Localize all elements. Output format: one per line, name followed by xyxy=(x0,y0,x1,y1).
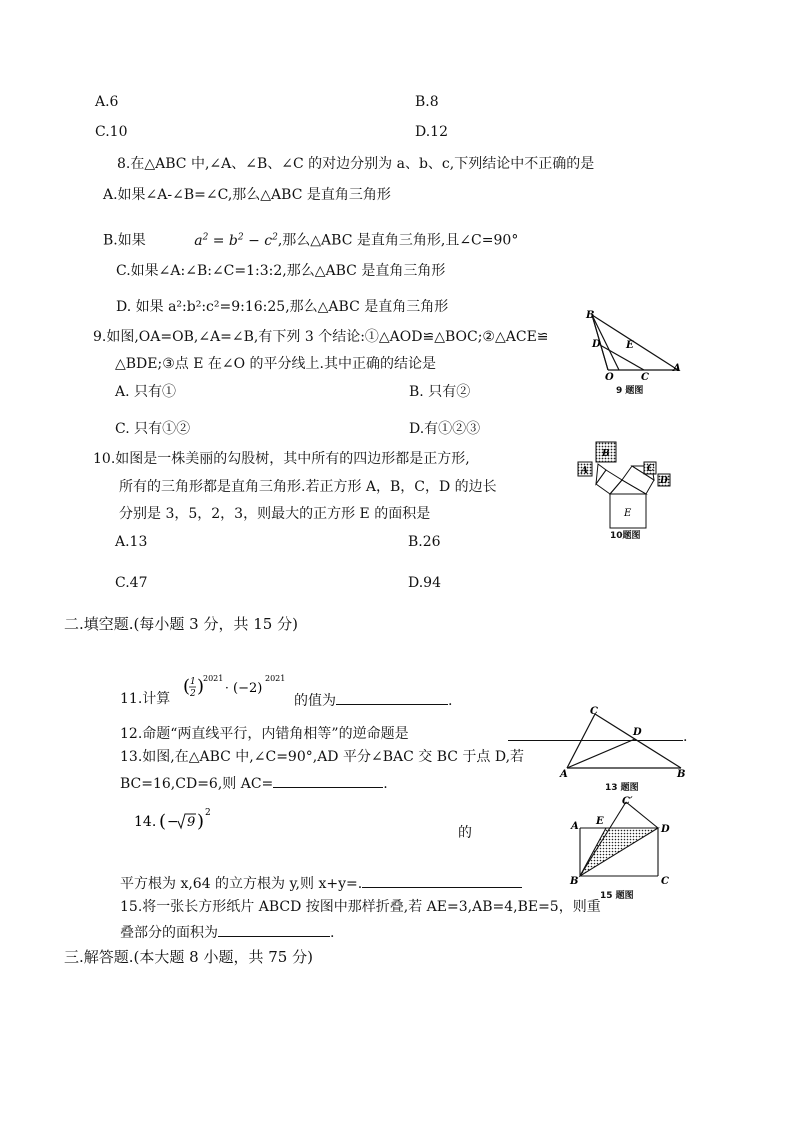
q12-text: 12.命题“两直线平行，内错角相等”的逆命题是 xyxy=(120,726,409,742)
q9-stem-line1: 9.如图,OA=OB,∠A=∠B,有下列 3 个结论:①△AOD≌△BOC;②△ACE≌ xyxy=(93,329,549,345)
svg-text:E: E xyxy=(624,508,632,519)
q8-option-b-suffix: ,那么△ABC 是直角三角形,且∠C=90° xyxy=(277,232,519,249)
q11-prefix: 11.计算 xyxy=(120,691,171,707)
svg-text:B: B xyxy=(570,876,579,886)
svg-text:−: − xyxy=(167,814,179,830)
svg-text:E: E xyxy=(626,340,634,351)
q12-end: . xyxy=(683,729,688,745)
q11-suffix xyxy=(294,690,452,710)
q11-suffix-text: 的值为 xyxy=(294,693,336,709)
q15-end: . xyxy=(330,925,335,941)
q10-stem-line1: 10.如图是一株美丽的勾股树，其中所有的四边形都是正方形, xyxy=(93,451,470,467)
q14-answer-blank[interactable] xyxy=(362,873,522,888)
q14-stem-line2-text: 平方根为 x,64 的立方根为 y,则 x+y=. xyxy=(120,876,363,892)
svg-text:B: B xyxy=(586,310,595,321)
svg-text:2: 2 xyxy=(190,689,196,699)
q14-stem-line2 xyxy=(120,873,522,893)
q7-option-c: C.10 xyxy=(95,124,128,140)
q9-option-b: B. 只有② xyxy=(409,384,471,400)
q11-expression xyxy=(183,672,293,702)
q7-option-b: B.8 xyxy=(415,94,439,110)
q14-expression xyxy=(134,806,224,836)
q8-formula: $a^2 = b^2 - c^2$ xyxy=(194,232,278,249)
q15-figure-caption: 15 题图 xyxy=(600,891,634,901)
q15-stem-line2-text: 叠部分的面积为 xyxy=(120,925,218,941)
svg-text:): ) xyxy=(197,676,205,697)
q9-stem-line2: △BDE;③点 E 在∠O 的平分线上.其中正确的结论是 xyxy=(115,356,436,372)
q8-option-a: A.如果∠A-∠B=∠C,那么△ABC 是直角三角形 xyxy=(103,187,391,203)
q9-figure xyxy=(578,308,688,398)
svg-text:C: C xyxy=(647,464,655,474)
svg-text:(: ( xyxy=(183,676,191,697)
q11-answer-blank[interactable] xyxy=(336,690,448,705)
svg-text:D: D xyxy=(660,476,668,486)
svg-text:A: A xyxy=(571,821,579,832)
svg-text:2021: 2021 xyxy=(203,674,224,683)
q7-option-d: D.12 xyxy=(415,124,448,140)
q8-option-d: D. 如果 a²:b²:c²=9:16:25,那么△ABC 是直角三角形 xyxy=(116,299,449,315)
q14-number: 14. xyxy=(134,814,157,830)
q15-figure xyxy=(566,796,676,904)
q10-figure xyxy=(574,436,679,544)
q13-figure xyxy=(555,702,695,794)
q13-stem-line2-text: BC=16,CD=6,则 AC= xyxy=(120,776,274,792)
svg-text:1: 1 xyxy=(190,677,196,687)
q10-option-b: B.26 xyxy=(408,534,441,550)
q10-figure-caption: 10题图 xyxy=(610,531,641,541)
q10-stem-line2: 所有的三角形都是直角三角形.若正方形 A，B，C，D 的边长 xyxy=(119,479,497,495)
q8-option-b-prefix: B.如果 xyxy=(103,232,146,249)
q9-option-a: A. 只有① xyxy=(115,384,177,400)
svg-text:C: C xyxy=(590,706,598,717)
svg-text:A: A xyxy=(581,466,588,476)
q13-figure-caption: 13 题图 xyxy=(605,783,639,793)
q8-option-b xyxy=(103,228,518,250)
svg-text:D: D xyxy=(633,727,642,738)
svg-text:D: D xyxy=(661,824,670,835)
q9-figure-caption: 9 题图 xyxy=(616,386,644,396)
q9-option-d: D.有①②③ xyxy=(409,421,481,437)
q13-answer-blank[interactable] xyxy=(273,773,383,788)
q9-option-c: C. 只有①② xyxy=(115,421,191,437)
q13-stem-line2 xyxy=(120,773,388,793)
svg-text:B: B xyxy=(677,769,686,780)
svg-text:O: O xyxy=(605,372,614,383)
svg-text:9: 9 xyxy=(187,815,196,830)
q15-answer-blank[interactable] xyxy=(218,922,330,937)
svg-text:·: · xyxy=(225,681,229,695)
svg-text:E: E xyxy=(596,816,604,827)
svg-text:A: A xyxy=(560,769,568,780)
svg-text:2021: 2021 xyxy=(265,674,286,683)
svg-text:(: ( xyxy=(159,811,167,832)
q13-end: . xyxy=(383,776,388,792)
q10-option-a: A.13 xyxy=(115,534,148,550)
q15-stem-line1: 15.将一张长方形纸片 ABCD 按图中那样折叠,若 AE=3,AB=4,BE=5，则重 xyxy=(120,899,601,915)
svg-text:C: C xyxy=(641,372,649,383)
svg-text:(−2): (−2) xyxy=(233,681,263,696)
section-2-heading: 二.填空题.(每小题 3 分，共 15 分) xyxy=(64,615,298,633)
q8-option-c: C.如果∠A:∠B:∠C=1:3:2,那么△ABC 是直角三角形 xyxy=(116,263,446,279)
svg-text:C: C xyxy=(661,876,669,886)
section-3-heading: 三.解答题.(本大题 8 小题，共 75 分) xyxy=(64,948,313,966)
q13-stem-line1: 13.如图,在△ABC 中,∠C=90°,AD 平分∠BAC 交 BC 于点 D,若 xyxy=(120,749,525,765)
q10-option-d: D.94 xyxy=(408,575,441,591)
svg-text:): ) xyxy=(197,811,205,832)
q14-of: 的 xyxy=(458,825,472,841)
svg-text:C′: C′ xyxy=(622,796,633,807)
svg-text:D: D xyxy=(592,339,601,350)
svg-text:A: A xyxy=(673,363,681,374)
q10-option-c: C.47 xyxy=(115,575,148,591)
svg-text:B: B xyxy=(602,449,610,459)
q7-option-a: A.6 xyxy=(95,94,119,110)
q8-stem: 8.在△ABC 中,∠A、∠B、∠C 的对边分别为 a、b、c,下列结论中不正确的是 xyxy=(117,156,595,172)
q11-end: . xyxy=(448,693,453,709)
q15-stem-line2 xyxy=(120,922,334,942)
q10-stem-line3: 分别是 3，5，2，3，则最大的正方形 E 的面积是 xyxy=(119,506,431,522)
svg-text:2: 2 xyxy=(205,808,211,818)
